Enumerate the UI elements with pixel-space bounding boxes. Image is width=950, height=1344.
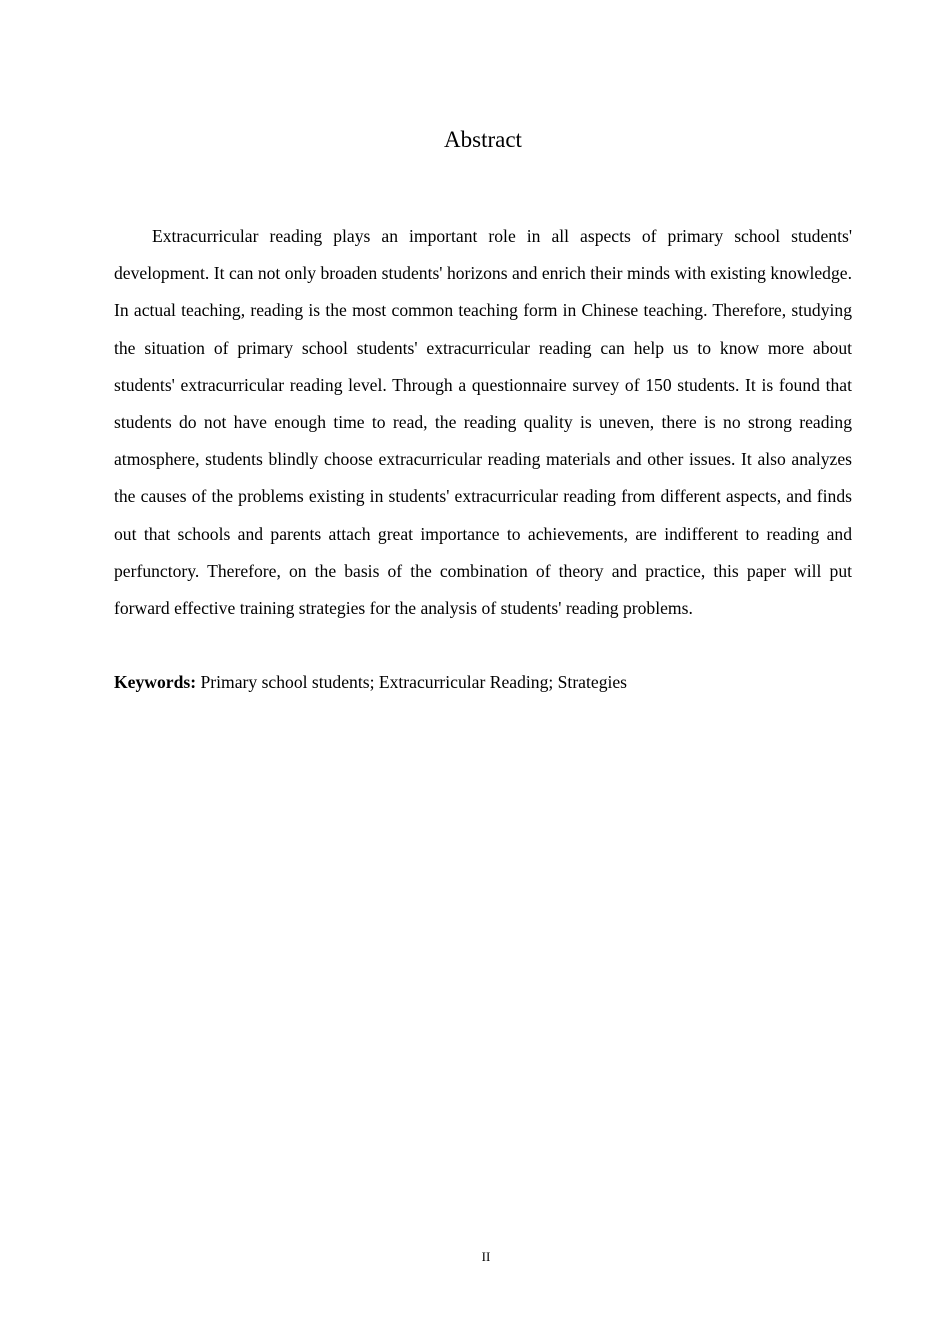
keywords-text: Primary school students; Extracurricular Reading; Strategies (196, 672, 628, 692)
abstract-body: Extracurricular reading plays an important role in all aspects of primary school students' development. It can not only broaden students' horizons and enrich their minds with existing knowledge. In actual teaching, reading is the most common teaching form in Chinese teaching. Therefore, studying the situation of primary school students' extracurricular reading can help us to know more about students' extracurricular reading level. Through a questionnaire survey of 150 students. It is found that students do not have enough time to read, the reading quality is uneven, there is no strong reading atmosphere, students blindly choose extracurricular reading materials and other issues. It also analyzes the causes of the problems existing in students' extracurricular reading from different aspects, and finds out that schools and parents attach great importance to achievements, are indifferent to reading and perfunctory. Therefore, on the basis of the combination of theory and practice, this paper will put forward effective training strategies for the analysis of students' reading problems. (114, 226, 852, 619)
keywords-line (114, 665, 852, 699)
keywords-label: Keywords: (114, 672, 197, 692)
page-title: Abstract (444, 127, 522, 152)
page-number: II (481, 1249, 491, 1264)
